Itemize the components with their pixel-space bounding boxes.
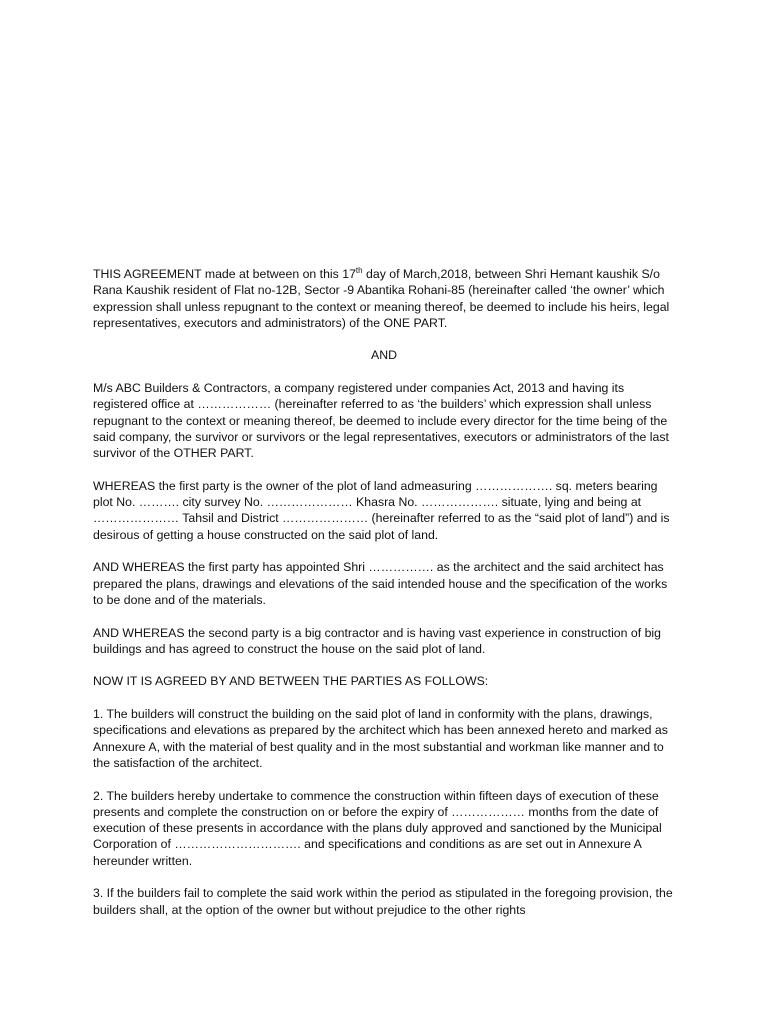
- intro-text-start: THIS AGREEMENT made at between on this 17: [93, 267, 356, 281]
- agreed-heading: NOW IT IS AGREED BY AND BETWEEN THE PARTIES AS FOLLOWS:: [93, 674, 489, 689]
- and-heading: AND: [371, 348, 397, 363]
- agreement-body: [93, 266, 675, 934]
- ordinal-suffix: th: [355, 266, 363, 275]
- clause-1: 1. The builders will construct the building on the said plot of land in conformity with the plans, drawings, specifications and elevations as prepared by the architect which has been annexed hereto and marked as Annexure A, with the material of best quality and in the most substantial and workman like manner and to the satisfaction of the architect.: [93, 707, 668, 770]
- clause-3: 3. If the builders fail to complete the said work within the period as stipulated in the foregoing provision, the builders shall, at the option of the owner but without prejudice to the other rights: [93, 886, 673, 917]
- whereas-paragraph-2: AND WHEREAS the first party has appointed Shri ……………. as the architect and the said architect has prepared the plans, drawings and elevations of the said intended house and the specification of the works to be done and of the materials.: [93, 560, 668, 607]
- whereas-paragraph-3: AND WHEREAS the second party is a big contractor and is having vast experience in construction of big buildings and has agreed to construct the house on the said plot of land.: [93, 625, 661, 656]
- whereas-paragraph-1: WHEREAS the first party is the owner of the plot of land admeasuring ………………. sq. meters bearing plot No. ………. city survey No. ………………… Khasra No. ………………. situate, lying and being at ………………… Tahsil and District ………………… (hereinafter referred to as the “said plot of land”) and is desirous of getting a house constructed on the said plot of land.: [93, 478, 670, 542]
- clause-2: 2. The builders hereby undertake to commence the construction within fifteen days of execution of these presents and complete the construction on or before the expiry of ……………… months from the date of execution of these presents in accordance with the plans duly approved and sanctioned by the Municipal Corporation of …………………………. and specifications and conditions as are set out in Annexure A hereunder written.: [93, 788, 662, 868]
- second-party-paragraph: M/s ABC Builders & Contractors, a company registered under companies Act, 2013 and having its registered office at ……………… (hereinafter referred to as ‘the builders’ which expression shall unless repugnant to the context or meaning thereof, be deemed to include every director for the time being of the said company, the survivor or survivors or the legal representatives, executors or administrators of the last survivor of the OTHER PART.: [93, 381, 669, 461]
- intro-text-end: day of March,2018, between Shri Hemant kaushik S/o Rana Kaushik resident of Flat no-12B, Sector -9 Abantika Rohani-85 (hereinafter called ‘the owner’ which expression shall unless repugnant to the context or meaning thereof, be deemed to include his heirs, legal representatives, executors and administrators) of the ONE PART.: [93, 267, 670, 330]
- intro-paragraph: [93, 266, 675, 331]
